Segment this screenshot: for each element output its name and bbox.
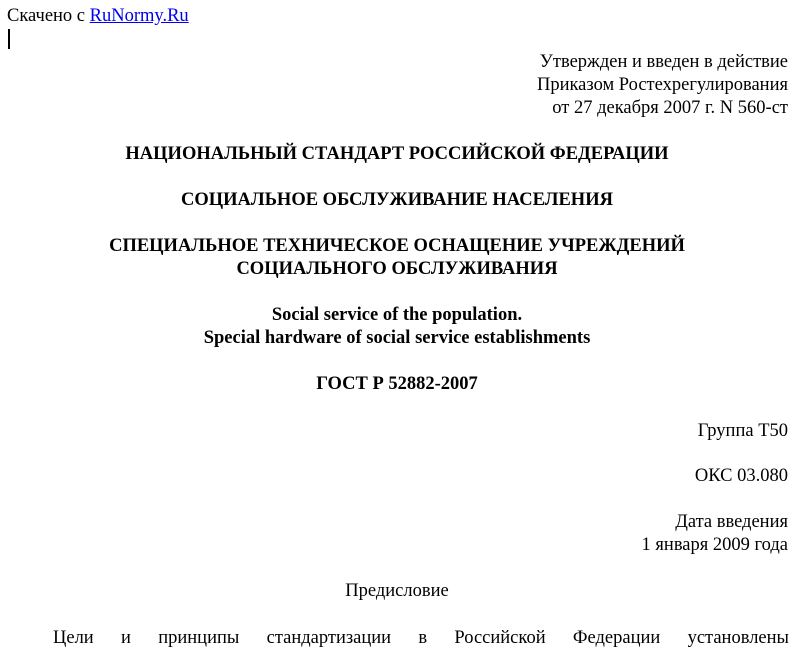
foreword-title: Предисловие xyxy=(345,581,449,601)
paragraph-word: установлены xyxy=(687,628,789,648)
paragraph-word: Цели xyxy=(53,628,94,648)
gost-number: ГОСТ Р 52882-2007 xyxy=(316,374,478,394)
source-line xyxy=(7,5,189,27)
approval-line-1: Утвержден и введен в действие xyxy=(539,52,788,72)
paragraph-word: Федерации xyxy=(572,628,661,648)
group-code: Группа Т50 xyxy=(697,421,788,441)
paragraph-word: принципы xyxy=(158,628,240,648)
service-heading: СОЦИАЛЬНОЕ ОБСЛУЖИВАНИЕ НАСЕЛЕНИЯ xyxy=(181,190,613,210)
approval-line-2: Приказом Ростехрегулирования xyxy=(536,75,788,95)
paragraph-word: в xyxy=(418,628,428,648)
english-title-line-2: Special hardware of social service establishments xyxy=(203,328,591,348)
source-prefix: Скачено с xyxy=(7,6,86,26)
paragraph-word: Российской xyxy=(454,628,546,648)
paragraph-word: и xyxy=(121,628,131,648)
intro-date-value: 1 января 2009 года xyxy=(641,535,788,555)
oks-code: ОКС 03.080 xyxy=(694,466,788,486)
paragraph-word: стандартизации xyxy=(266,628,392,648)
english-title-line-1: Social service of the population. xyxy=(271,305,523,325)
title-line-2: СОЦИАЛЬНОГО ОБСЛУЖИВАНИЯ xyxy=(236,259,558,279)
approval-line-3: от 27 декабря 2007 г. N 560-ст xyxy=(552,98,788,118)
national-standard-heading: НАЦИОНАЛЬНЫЙ СТАНДАРТ РОССИЙСКОЙ ФЕДЕРАЦИИ xyxy=(125,144,669,164)
intro-date-label: Дата введения xyxy=(675,512,788,532)
text-cursor xyxy=(8,29,10,49)
source-link[interactable]: RuNormy.Ru xyxy=(89,6,189,26)
title-line-1: СПЕЦИАЛЬНОЕ ТЕХНИЧЕСКОЕ ОСНАЩЕНИЕ УЧРЕЖДЕНИЙ xyxy=(109,236,685,256)
